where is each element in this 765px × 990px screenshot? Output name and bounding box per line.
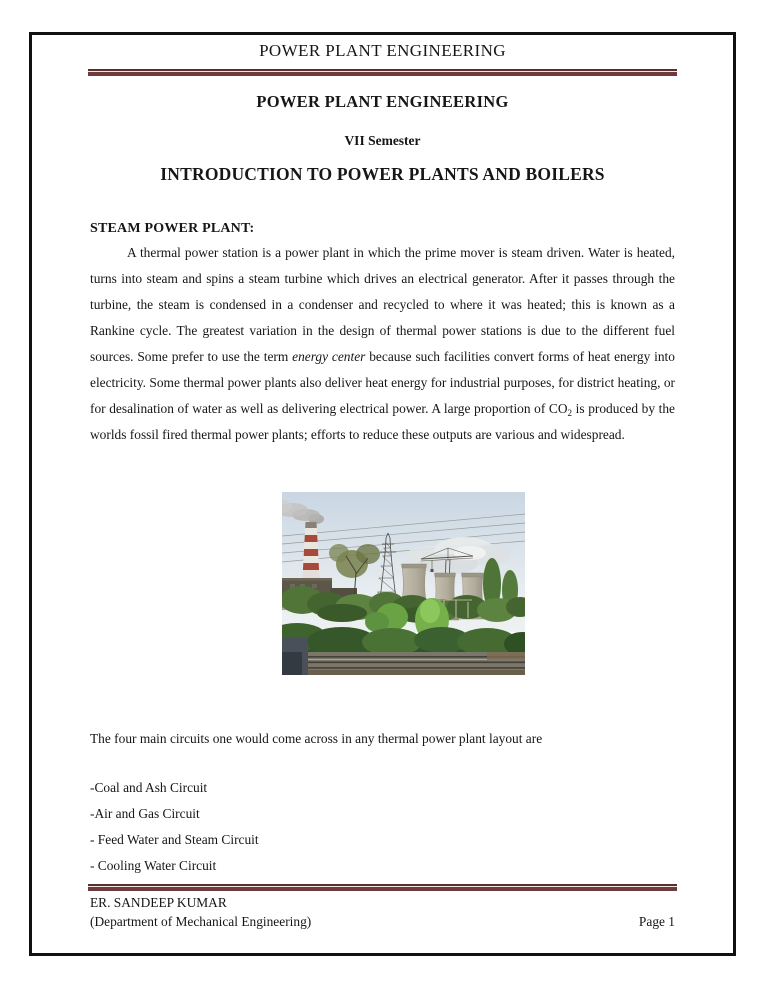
page-number: Page 1 [638, 914, 675, 929]
header-rule [88, 69, 677, 76]
chapter-title: INTRODUCTION TO POWER PLANTS AND BOILERS [160, 164, 605, 184]
paragraph-part3: is produced by the worlds fossil fired thermal power plants; efforts to reduce these outputs are various and widespread. [90, 401, 675, 442]
paragraph-italic-term: energy center [292, 349, 366, 364]
circuit-item-feed-water-steam: - Feed Water and Steam Circuit [90, 832, 259, 847]
footer-rule [88, 884, 677, 891]
running-header-title: POWER PLANT ENGINEERING [259, 41, 506, 60]
co2-subscript: 2 [567, 408, 573, 418]
circuit-item-air-gas: -Air and Gas Circuit [90, 806, 200, 821]
power-plant-photo [282, 492, 525, 675]
paragraph-part1: A thermal power station is a power plant in which the prime mover is steam driven. Water is heated, turns into steam and spins a steam turbine which drives an electrical generator. After it passes through the turbine, the steam is condensed in a condenser and recycled to where it was heated; this is known as a Rankine cycle. The greatest variation in the design of thermal power stations is due to the different fuel sources. Some prefer to use the term [90, 245, 675, 364]
circuit-item-cooling-water: - Cooling Water Circuit [90, 858, 217, 873]
body-paragraph [90, 240, 675, 448]
circuit-list [90, 775, 675, 879]
footer-department: (Department of Mechanical Engineering) [90, 914, 312, 929]
footer-author: ER. SANDEEP KUMAR [90, 895, 227, 910]
document-title: POWER PLANT ENGINEERING [256, 92, 509, 111]
page-border [29, 32, 736, 956]
page-footer [90, 893, 675, 931]
circuit-item-coal-ash: -Coal and Ash Circuit [90, 780, 208, 795]
circuits-intro: The four main circuits one would come across in any thermal power plant layout are [90, 731, 543, 746]
semester-subtitle: VII Semester [344, 133, 421, 148]
paragraph-part2: because such facilities convert forms of heat energy into electricity. Some thermal power plants also deliver heat energy for industrial purposes, for district heating, or for desalination of water as well as delivering electrical power. A large proportion of CO [90, 349, 675, 416]
section-heading: STEAM POWER PLANT: [90, 221, 255, 236]
